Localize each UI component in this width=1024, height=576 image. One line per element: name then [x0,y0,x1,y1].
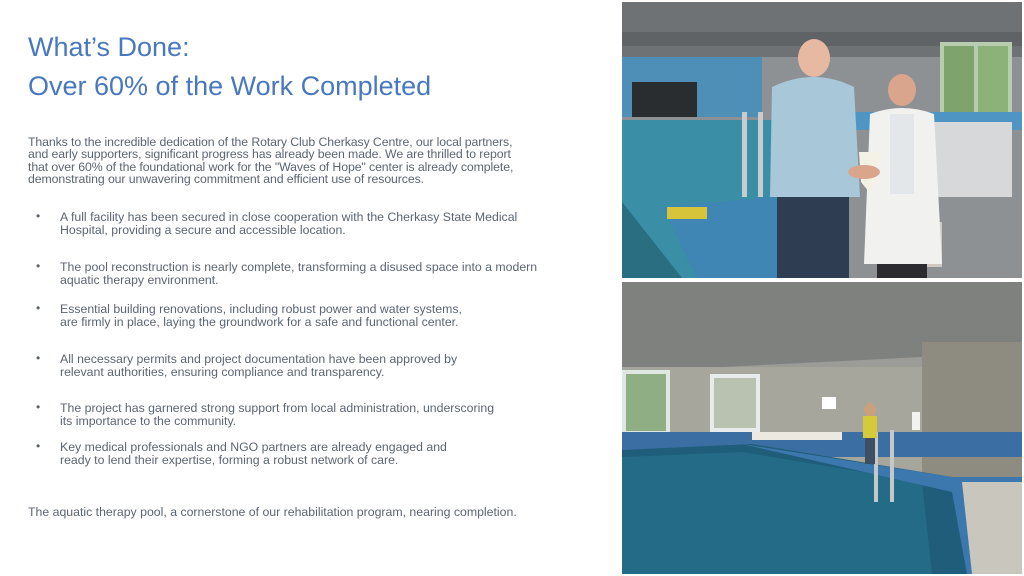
bullet-dot-icon: • [36,259,41,273]
list-item-text: All necessary permits and project documentation have been approved by [60,352,458,366]
page-title [28,28,431,106]
bullet-dot-icon: • [36,209,41,223]
bullet-dot-icon: • [36,351,41,365]
intro-paragraph [28,136,576,185]
list-item-text: Essential building renovations, including robust power and water systems, [60,302,462,316]
handshake-photo-illustration [622,2,1022,278]
intro-line: Thanks to the incredible dedication of the Rotary Club Cherkasy Centre, our local partners, [28,135,513,149]
intro-line: demonstrating our unwavering commitment and efficient use of resources. [28,171,424,186]
list-item-text: aquatic therapy environment. [60,272,219,287]
intro-line: and early supporters, significant progress has already been made. We are thrilled to report [28,147,511,162]
list-item-text: are firmly in place, laying the groundwork for a safe and functional center. [60,314,459,329]
bullet-dot-icon: • [36,400,41,414]
list-item-text: The pool reconstruction is nearly complete, transforming a disused space into a modern [60,260,538,274]
intro-line: that over 60% of the foundational work for the "Waves of Hope" center is already complete, [28,159,514,174]
pool-photo-illustration [622,282,1022,574]
bullet-dot-icon: • [36,439,41,453]
title-line-1: What’s Done: [28,32,190,62]
closing-caption: The aquatic therapy pool, a cornerstone of our rehabilitation program, nearing completion. [28,505,517,519]
pool-photo [622,282,1022,574]
list-item-text: Key medical professionals and NGO partners are already engaged and [60,440,447,454]
list-item-text: relevant authorities, ensuring compliance and transparency. [60,364,385,379]
list-item-text: ready to lend their expertise, forming a robust network of care. [60,452,399,467]
list-item-text: its importance to the community. [60,413,237,428]
list-item-text: Hospital, providing a secure and accessible location. [60,222,346,237]
bullet-dot-icon: • [36,301,41,315]
handshake-photo [622,2,1022,278]
list-item-text: A full facility has been secured in close cooperation with the Cherkasy State Medical [60,210,518,224]
list-item-text: The project has garnered strong support from local administration, underscoring [60,401,495,415]
title-line-2: Over 60% of the Work Completed [28,71,432,102]
